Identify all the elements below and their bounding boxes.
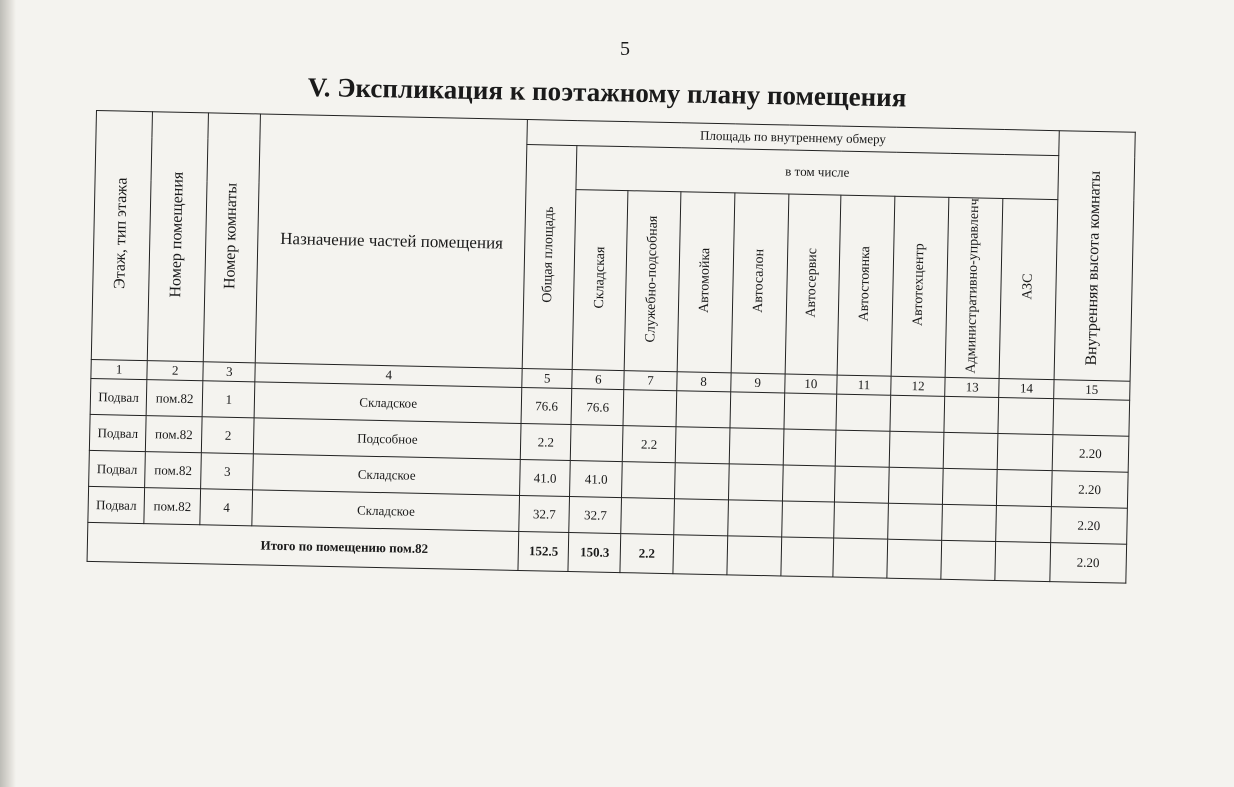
cell-empty	[995, 541, 1050, 581]
cell-service	[622, 462, 675, 499]
cell-premise: пом.82	[145, 416, 202, 453]
cell-total-area: 76.6	[521, 387, 572, 424]
cell-empty	[943, 432, 998, 469]
header-purpose: Назначение частей помещения	[256, 114, 528, 369]
cell-room: 4	[200, 489, 253, 526]
header-service: Служебно-подсобная	[625, 190, 681, 371]
column-number: 14	[999, 378, 1054, 398]
cell-empty	[727, 500, 782, 537]
header-carwash: Автомойка	[677, 192, 735, 373]
cell-empty	[784, 393, 837, 430]
explication-table	[87, 110, 1136, 584]
cell-height: 2.20	[1050, 543, 1127, 584]
header-tech-center: Автотехцентр	[891, 196, 949, 377]
cell-empty	[889, 431, 944, 468]
cell-empty	[944, 396, 999, 433]
column-number: 11	[837, 375, 892, 395]
page-title: V. Экспликация к поэтажному плану помещения	[307, 72, 907, 113]
header-room-number: Номер комнаты	[204, 113, 261, 363]
header-including: в том числе	[576, 146, 1058, 200]
column-number: 3	[203, 362, 256, 382]
cell-empty	[997, 469, 1052, 506]
cell-service	[623, 390, 676, 427]
cell-height: 2.20	[1051, 471, 1128, 509]
cell-floor: Подвал	[90, 378, 147, 415]
cell-empty	[676, 391, 731, 428]
header-car-service: Автосервис	[785, 194, 841, 375]
header-parking: Автостоянка	[837, 195, 895, 376]
header-warehouse: Складская	[572, 189, 628, 370]
cell-service: 2.2	[623, 426, 676, 463]
column-number: 10	[785, 374, 838, 394]
cell-total-area: 2.2	[520, 423, 571, 460]
cell-empty	[888, 503, 943, 540]
cell-empty	[998, 397, 1053, 434]
column-number: 12	[891, 376, 946, 396]
total-service-sum: 2.2	[620, 534, 673, 574]
cell-warehouse: 41.0	[570, 461, 623, 498]
cell-purpose: Складское	[253, 454, 520, 496]
total-label: Итого по помещению пом.82	[87, 522, 519, 570]
header-area-group: Площадь по внутреннему обмеру	[527, 120, 1059, 156]
cell-warehouse	[571, 425, 624, 462]
cell-premise: пом.82	[144, 488, 201, 525]
cell-premise: пом.82	[145, 452, 202, 489]
cell-floor: Подвал	[88, 486, 145, 523]
column-number: 7	[624, 371, 677, 391]
column-number: 4	[255, 363, 522, 388]
page-number: 5	[620, 38, 630, 60]
cell-empty	[728, 464, 783, 501]
cell-warehouse: 32.7	[569, 497, 622, 534]
cell-empty	[833, 538, 888, 578]
cell-empty	[834, 466, 889, 503]
cell-warehouse: 76.6	[571, 389, 624, 426]
cell-floor: Подвал	[89, 414, 146, 451]
header-floor: Этаж, тип этажа	[91, 111, 152, 361]
cell-empty	[996, 505, 1051, 542]
cell-empty	[729, 428, 784, 465]
column-number: 9	[730, 373, 785, 393]
cell-premise: пом.82	[146, 380, 203, 417]
total-area-sum: 152.5	[518, 531, 569, 571]
header-gas-station: АЗС	[999, 198, 1057, 379]
cell-empty	[730, 392, 785, 429]
cell-empty	[675, 427, 730, 464]
cell-empty	[836, 394, 891, 431]
cell-empty	[889, 467, 944, 504]
cell-floor: Подвал	[89, 450, 146, 487]
cell-empty	[727, 536, 782, 576]
header-total-area: Общая площадь	[522, 145, 577, 370]
cell-empty	[998, 433, 1053, 470]
cell-empty	[835, 430, 890, 467]
cell-room: 1	[202, 381, 255, 418]
cell-empty	[782, 501, 835, 538]
scan-edge-shadow	[0, 0, 16, 787]
explication-sheet	[87, 110, 1136, 584]
cell-total-area: 41.0	[520, 459, 571, 496]
cell-height: 2.20	[1052, 435, 1129, 473]
cell-height	[1053, 399, 1130, 437]
cell-empty	[942, 504, 997, 541]
column-number: 8	[676, 372, 731, 392]
cell-empty	[781, 537, 834, 577]
cell-room: 3	[201, 453, 254, 490]
cell-service	[621, 498, 674, 535]
column-number: 2	[147, 361, 204, 381]
cell-height: 2.20	[1050, 507, 1127, 545]
cell-empty	[890, 395, 945, 432]
cell-total-area: 32.7	[519, 495, 570, 532]
header-premise-number: Номер помещения	[147, 112, 208, 362]
cell-room: 2	[202, 417, 255, 454]
cell-empty	[673, 499, 728, 536]
cell-empty	[943, 468, 998, 505]
column-number: 13	[945, 377, 1000, 397]
cell-purpose: Складское	[252, 490, 519, 532]
column-number: 5	[522, 368, 573, 388]
column-number: 6	[572, 370, 625, 390]
cell-empty	[783, 429, 836, 466]
header-admin: Административно-управленч	[945, 197, 1003, 378]
cell-empty	[887, 539, 942, 579]
header-car-showroom: Автосалон	[731, 193, 789, 374]
cell-empty	[782, 465, 835, 502]
cell-empty	[672, 535, 727, 575]
cell-empty	[834, 502, 889, 539]
cell-purpose: Подсобное	[254, 418, 521, 460]
cell-empty	[674, 463, 729, 500]
column-number: 1	[91, 359, 148, 379]
total-warehouse-sum: 150.3	[568, 532, 621, 572]
cell-purpose: Складское	[255, 382, 522, 424]
column-number: 15	[1053, 380, 1130, 401]
cell-empty	[941, 540, 996, 580]
header-height: Внутренняя высота комнаты	[1054, 131, 1136, 382]
